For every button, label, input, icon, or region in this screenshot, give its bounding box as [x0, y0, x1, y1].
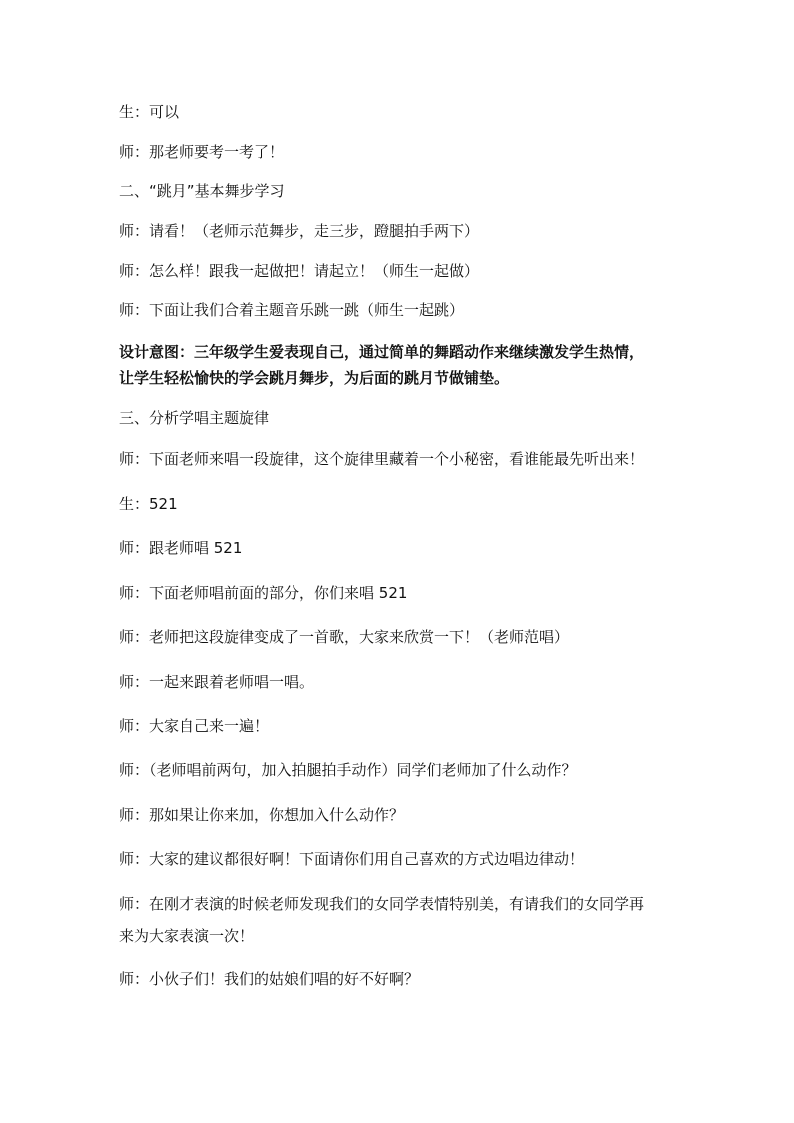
- dialogue-line: 师：大家自己来一遍！: [119, 717, 270, 735]
- dialogue-line: 生：521: [119, 495, 178, 513]
- dialogue-line: 师：小伙子们！我们的姑娘们唱的好不好啊？: [119, 970, 420, 988]
- design-intent-text: 设计意图：三年级学生爱表现自己，通过简单的舞蹈动作来继续激发学生热情，: [119, 343, 645, 361]
- dialogue-line: 师：怎么样！跟我一起做把！请起立！（师生一起做）: [119, 262, 480, 280]
- dialogue-line: 师：（老师唱前两句，加入拍腿拍手动作）同学们老师加了什么动作？: [119, 761, 577, 779]
- dialogue-line: 师：那如果让你来加，你想加入什么动作？: [119, 806, 405, 824]
- dialogue-line: 师：请看！（老师示范舞步，走三步，蹬腿拍手两下）: [119, 222, 480, 240]
- section-heading: 二、“跳月”基本舞步学习: [119, 182, 285, 200]
- dialogue-line: 师：老师把这段旋律变成了一首歌，大家来欣赏一下！（老师范唱）: [119, 628, 570, 646]
- dialogue-line: 来为大家表演一次！: [119, 927, 255, 945]
- dialogue-line: 师：一起来跟着老师唱一唱。: [119, 673, 315, 691]
- dialogue-line: 师：那老师要考一考了！: [119, 143, 285, 161]
- dialogue-line: 师：下面老师来唱一段旋律，这个旋律里藏着一个小秘密，看谁能最先听出来！: [119, 450, 645, 468]
- dialogue-line: 师：下面老师唱前面的部分，你们来唱 521: [119, 584, 408, 602]
- section-heading: 三、分析学唱主题旋律: [119, 409, 270, 427]
- dialogue-line: 生：可以: [119, 103, 180, 121]
- dialogue-line: 师：跟老师唱 521: [119, 539, 243, 557]
- dialogue-line: 师：在刚才表演的时候老师发现我们的女同学表情特别美，有请我们的女同学再: [119, 895, 645, 913]
- design-intent-text: 让学生轻松愉快的学会跳月舞步，为后面的跳月节做铺垫。: [119, 369, 510, 387]
- dialogue-line: 师：下面让我们合着主题音乐跳一跳（师生一起跳）: [119, 301, 465, 319]
- dialogue-line: 师：大家的建议都很好啊！下面请你们用自己喜欢的方式边唱边律动！: [119, 850, 585, 868]
